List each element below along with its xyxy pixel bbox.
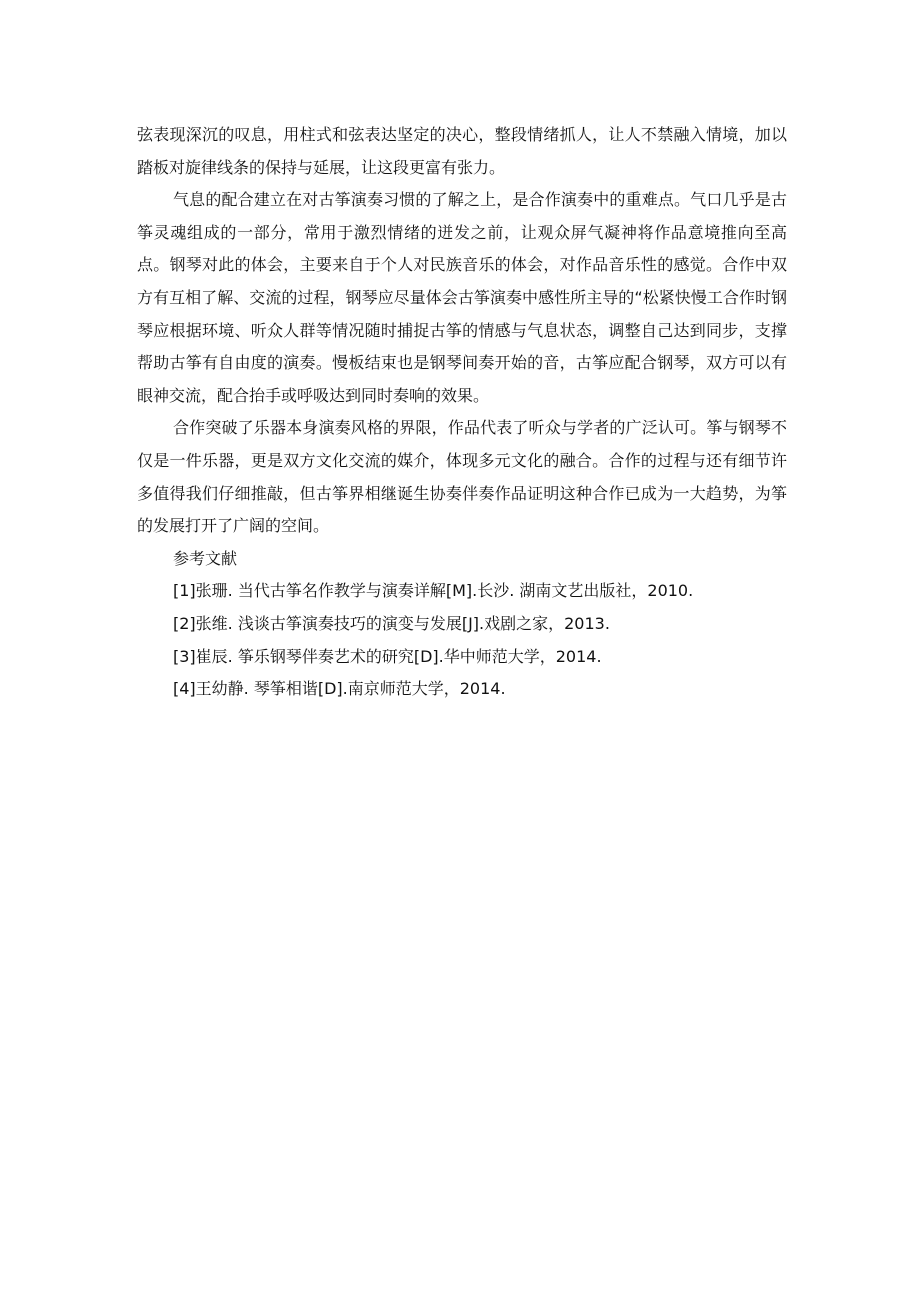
- reference-item: [4]王幼静. 琴筝相谐[D].南京师范大学，2014.: [173, 679, 506, 699]
- paragraph-conclusion: 合作突破了乐器本身演奏风格的界限，作品代表了听众与学者的广泛认可。筝与钢琴不仅是一件乐器，更是双方文化交流的媒介，体现多元文化的融合。合作的过程与还有细节许多值得我们仔细推敲，但古筝界相继诞生协奏伴奏作品证明这种合作已成为一大趋势，为筝的发展打开了广阔的空间。: [137, 418, 787, 536]
- reference-item: [3]崔辰. 筝乐钢琴伴奏艺术的研究[D].华中师范大学，2014.: [173, 646, 602, 666]
- reference-item: [1]张珊. 当代古筝名作教学与演奏详解[M].长沙. 湖南文艺出版社，2010.: [173, 581, 694, 601]
- paragraph-continued: 弦表现深沉的叹息，用柱式和弦表达坚定的决心，整段情绪抓人，让人不禁融入情境，加以踏板对旋律线条的保持与延展，让这段更富有张力。: [137, 125, 787, 177]
- reference-list: [137, 575, 787, 705]
- references-heading: 参考文献: [173, 548, 238, 568]
- reference-item: [2]张维. 浅谈古筝演奏技巧的演变与发展[J].戏剧之家，2013.: [173, 613, 610, 633]
- paragraph-breath-coordination: 气息的配合建立在对古筝演奏习惯的了解之上，是合作演奏中的重难点。气口几乎是古筝灵魂组成的一部分，常用于激烈情绪的迸发之前，让观众屏气凝神将作品意境推向至高点。钢琴对此的体会，主要来自于个人对民族音乐的体会，对作品音乐性的感觉。合作中双方有互相了解、交流的过程，钢琴应尽量体会古筝演奏中感性所主导的“松紧快慢工合作时钢琴应根据环境、听众人群等情况随时捕捉古筝的情感与气息状态，调整自己达到同步，支撑帮助古筝有自由度的演奏。慢板结束也是钢琴间奏开始的音，古筝应配合钢琴，双方可以有眼神交流，配合抬手或呼吸达到同时奏响的效果。: [137, 190, 787, 405]
- document-body: [137, 119, 787, 706]
